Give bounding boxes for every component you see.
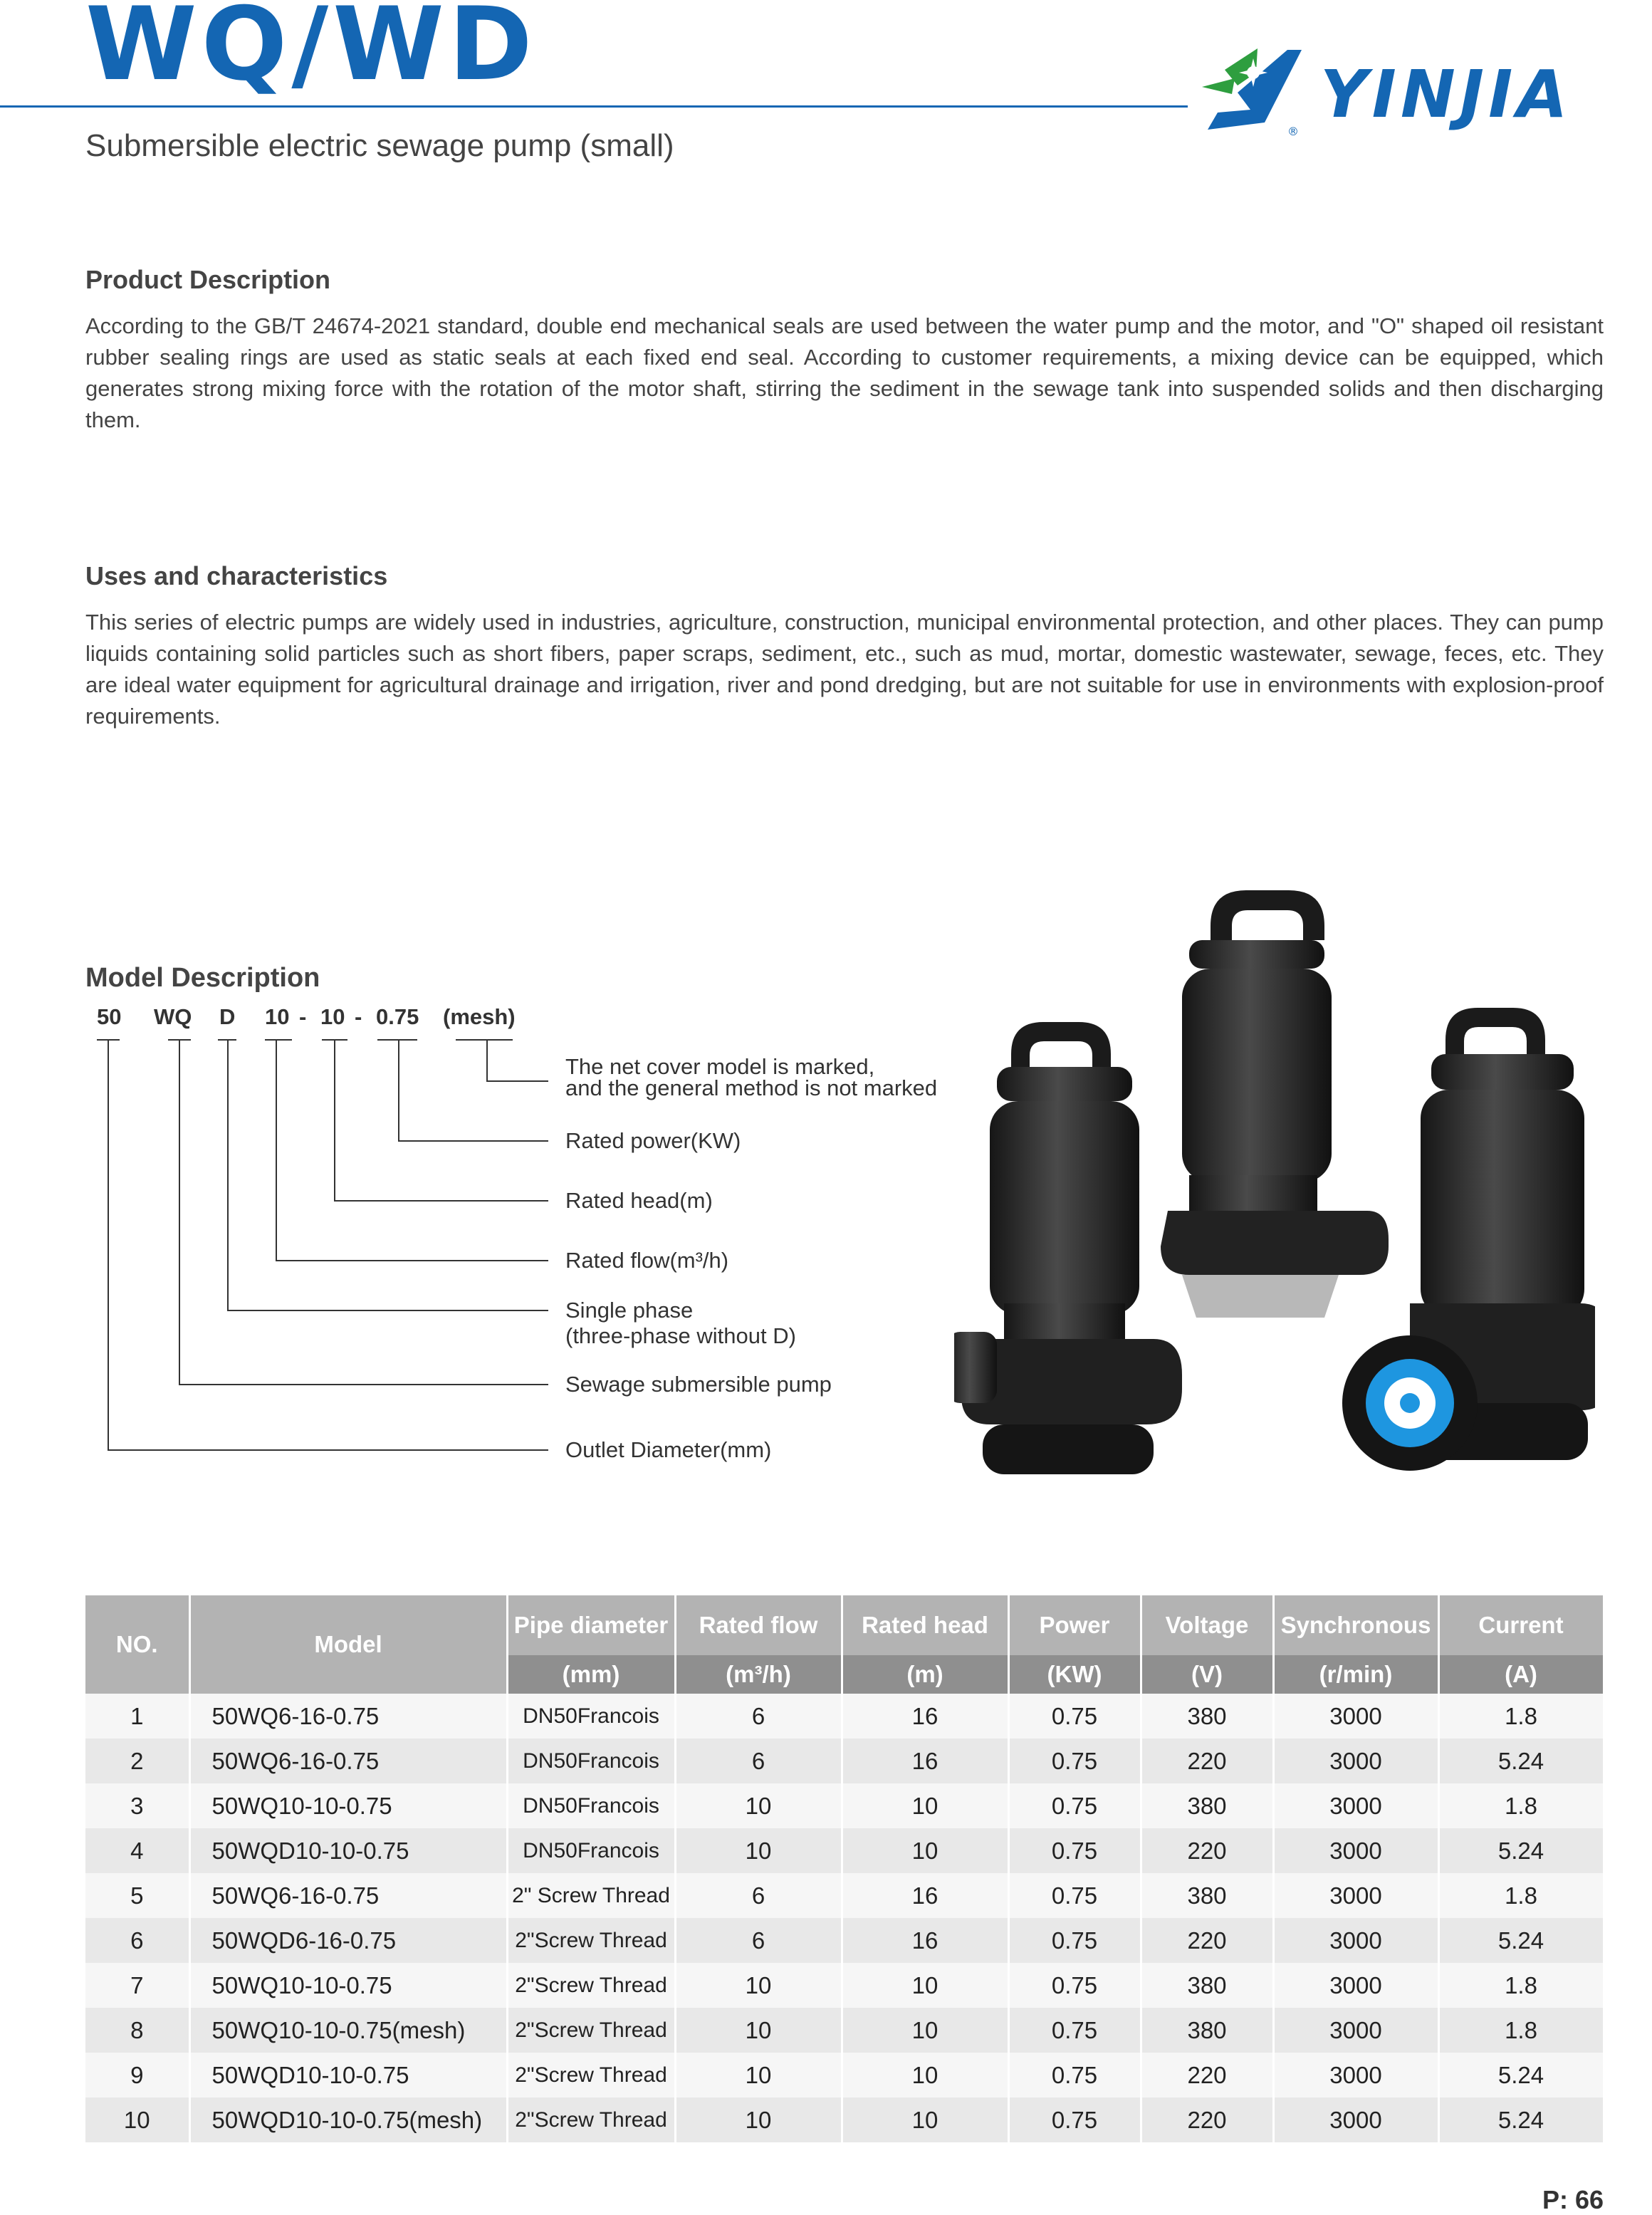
unit-power: (KW) — [1008, 1655, 1141, 1694]
row-voltage: 380 — [1141, 2008, 1273, 2053]
row-pipe: 2"Screw Thread — [507, 2008, 675, 2053]
row-power: 0.75 — [1008, 2008, 1141, 2053]
spec-table — [85, 1595, 1605, 2142]
row-voltage: 220 — [1141, 1739, 1273, 1783]
table-row — [85, 1739, 1604, 1783]
table-row — [85, 2097, 1604, 2142]
registered-mark: ® — [1287, 125, 1299, 137]
row-no: 10 — [85, 2097, 189, 2142]
row-no: 4 — [85, 1828, 189, 1873]
row-speed: 3000 — [1273, 1783, 1438, 1828]
code-dash: - — [355, 1004, 362, 1029]
row-current: 1.8 — [1438, 1873, 1604, 1918]
table-row — [85, 1694, 1604, 1739]
row-no: 8 — [85, 2008, 189, 2053]
code-flow: 10 — [265, 1004, 290, 1029]
row-speed: 3000 — [1273, 1694, 1438, 1739]
label-pump-type: Sewage submersible pump — [565, 1372, 832, 1397]
code-mesh: (mesh) — [443, 1004, 516, 1029]
row-no: 5 — [85, 1873, 189, 1918]
row-power: 0.75 — [1008, 2097, 1141, 2142]
table-row — [85, 2053, 1604, 2097]
row-head: 16 — [842, 1918, 1008, 1963]
label-phase-line2: (three-phase without D) — [565, 1323, 796, 1348]
code-dash: - — [299, 1004, 307, 1029]
unit-flow: (m³/h) — [675, 1655, 842, 1694]
label-mesh-line1: The net cover model is marked, — [565, 1054, 875, 1079]
row-flow: 10 — [675, 2097, 842, 2142]
row-flow: 10 — [675, 1828, 842, 1873]
row-power: 0.75 — [1008, 1828, 1141, 1873]
row-flow: 6 — [675, 1739, 842, 1783]
row-power: 0.75 — [1008, 2053, 1141, 2097]
row-no: 3 — [85, 1783, 189, 1828]
pump-left-icon — [954, 1022, 1182, 1474]
row-flow: 10 — [675, 1963, 842, 2008]
row-current: 1.8 — [1438, 1783, 1604, 1828]
unit-speed: (r/min) — [1273, 1655, 1438, 1694]
label-outlet-diameter: Outlet Diameter(mm) — [565, 1437, 772, 1462]
row-model: 50WQD6-16-0.75 — [189, 1918, 507, 1963]
header-no: NO. — [85, 1595, 189, 1694]
table-row — [85, 1918, 1604, 1963]
row-head: 16 — [842, 1739, 1008, 1783]
row-head: 10 — [842, 2097, 1008, 2142]
table-row — [85, 1963, 1604, 2008]
label-rated-flow: Rated flow(m³/h) — [565, 1248, 729, 1273]
row-power: 0.75 — [1008, 1694, 1141, 1739]
row-current: 5.24 — [1438, 1918, 1604, 1963]
header-pipe-diameter: Pipe diameter — [507, 1595, 675, 1655]
header-rated-flow: Rated flow — [675, 1595, 842, 1655]
row-no: 7 — [85, 1963, 189, 2008]
row-flow: 10 — [675, 2008, 842, 2053]
product-description-text: According to the GB/T 24674-2021 standard, double end mechanical seals are used between the water pump and the motor, and "O" shaped oil resistant rubber sealing rings are used as static seals at each fixed end seal. According to customer requirements, a mixing device can be equipped, which generates strong mixing force with the rotation of the motor shaft, stirring the sediment in the sewage tank into suspended solids and then discharging them. — [85, 313, 1604, 432]
row-speed: 3000 — [1273, 2053, 1438, 2097]
product-description-heading: Product Description — [85, 265, 331, 294]
row-flow: 10 — [675, 2053, 842, 2097]
row-speed: 3000 — [1273, 1963, 1438, 2008]
row-pipe: DN50Francois — [507, 1739, 675, 1783]
row-pipe: DN50Francois — [507, 1783, 675, 1828]
row-head: 16 — [842, 1873, 1008, 1918]
yinjia-logo — [1201, 44, 1606, 137]
title-rule — [0, 105, 1188, 108]
model-description-heading: Model Description — [85, 963, 320, 993]
row-pipe: 2"Screw Thread — [507, 2097, 675, 2142]
pump-product-image — [954, 876, 1595, 1503]
brand-wordmark: YINJIA — [1320, 56, 1572, 132]
row-speed: 3000 — [1273, 1739, 1438, 1783]
row-power: 0.75 — [1008, 1918, 1141, 1963]
row-voltage: 380 — [1141, 1694, 1273, 1739]
header-rated-head: Rated head — [842, 1595, 1008, 1655]
row-model: 50WQD10-10-0.75 — [189, 1828, 507, 1873]
page-subtitle: Submersible electric sewage pump (small) — [85, 128, 674, 163]
row-pipe: DN50Francois — [507, 1694, 675, 1739]
header-voltage: Voltage — [1141, 1595, 1273, 1655]
label-rated-head: Rated head(m) — [565, 1188, 713, 1213]
row-flow: 6 — [675, 1694, 842, 1739]
row-head: 10 — [842, 1783, 1008, 1828]
row-speed: 3000 — [1273, 2097, 1438, 2142]
row-model: 50WQ10-10-0.75 — [189, 1963, 507, 2008]
page-number: P: 66 — [1542, 2185, 1604, 2214]
row-speed: 3000 — [1273, 1873, 1438, 1918]
unit-pipe: (mm) — [507, 1655, 675, 1694]
row-voltage: 380 — [1141, 1963, 1273, 2008]
row-head: 10 — [842, 1828, 1008, 1873]
row-head: 16 — [842, 1694, 1008, 1739]
code-power: 0.75 — [376, 1004, 419, 1029]
row-speed: 3000 — [1273, 1828, 1438, 1873]
row-voltage: 380 — [1141, 1783, 1273, 1828]
row-model: 50WQ6-16-0.75 — [189, 1873, 507, 1918]
code-phase: D — [219, 1004, 236, 1029]
row-pipe: 2"Screw Thread — [507, 2053, 675, 2097]
row-head: 10 — [842, 1963, 1008, 2008]
row-flow: 10 — [675, 1783, 842, 1828]
row-model: 50WQ6-16-0.75 — [189, 1739, 507, 1783]
brand-emblem-icon — [1202, 48, 1302, 137]
unit-current: (A) — [1438, 1655, 1604, 1694]
row-power: 0.75 — [1008, 1963, 1141, 2008]
unit-voltage: (V) — [1141, 1655, 1273, 1694]
header-model: Model — [189, 1595, 507, 1694]
row-model: 50WQ10-10-0.75(mesh) — [189, 2008, 507, 2053]
row-current: 5.24 — [1438, 2053, 1604, 2097]
row-no: 6 — [85, 1918, 189, 1963]
row-speed: 3000 — [1273, 1918, 1438, 1963]
row-flow: 6 — [675, 1918, 842, 1963]
uses-text: This series of electric pumps are widely used in industries, agriculture, construction, municipal environmental protection, and other places. They can pump liquids containing solid particles such as short fibers, paper scraps, sediment, etc., such as mud, mortar, domestic wastewater, sewage, feces, etc. They are ideal water equipment for agricultural drainage and irrigation, river and pond dredging, but are not suitable for use in environments with explosion-proof requirements. — [85, 610, 1604, 729]
row-no: 2 — [85, 1739, 189, 1783]
row-voltage: 220 — [1141, 2097, 1273, 2142]
row-speed: 3000 — [1273, 2008, 1438, 2053]
code-type: WQ — [154, 1004, 192, 1029]
row-current: 5.24 — [1438, 2097, 1604, 2142]
row-pipe: 2"Screw Thread — [507, 1963, 675, 2008]
row-head: 10 — [842, 2008, 1008, 2053]
row-pipe: 2"Screw Thread — [507, 1918, 675, 1963]
series-title: WQ/WD — [85, 0, 537, 103]
row-voltage: 220 — [1141, 1828, 1273, 1873]
header-synchronous: Synchronous — [1273, 1595, 1438, 1655]
row-flow: 6 — [675, 1873, 842, 1918]
row-pipe: 2" Screw Thread — [507, 1873, 675, 1918]
row-voltage: 220 — [1141, 1918, 1273, 1963]
row-current: 5.24 — [1438, 1828, 1604, 1873]
table-row — [85, 1783, 1604, 1828]
row-current: 1.8 — [1438, 1694, 1604, 1739]
header-current: Current — [1438, 1595, 1604, 1655]
header-power: Power — [1008, 1595, 1141, 1655]
row-model: 50WQ10-10-0.75 — [189, 1783, 507, 1828]
row-current: 5.24 — [1438, 1739, 1604, 1783]
row-no: 1 — [85, 1694, 189, 1739]
row-voltage: 220 — [1141, 2053, 1273, 2097]
table-row — [85, 2008, 1604, 2053]
table-row — [85, 1873, 1604, 1918]
row-model: 50WQD10-10-0.75 — [189, 2053, 507, 2097]
row-pipe: DN50Francois — [507, 1828, 675, 1873]
row-model: 50WQ6-16-0.75 — [189, 1694, 507, 1739]
uses-heading: Uses and characteristics — [85, 561, 388, 590]
row-power: 0.75 — [1008, 1739, 1141, 1783]
row-power: 0.75 — [1008, 1873, 1141, 1918]
code-outlet: 50 — [97, 1004, 122, 1029]
row-head: 10 — [842, 2053, 1008, 2097]
unit-head: (m) — [842, 1655, 1008, 1694]
row-model: 50WQD10-10-0.75(mesh) — [189, 2097, 507, 2142]
row-current: 1.8 — [1438, 2008, 1604, 2053]
label-phase-line1: Single phase — [565, 1298, 694, 1323]
label-mesh-line2: and the general method is not marked — [565, 1075, 938, 1100]
row-current: 1.8 — [1438, 1963, 1604, 2008]
row-power: 0.75 — [1008, 1783, 1141, 1828]
row-no: 9 — [85, 2053, 189, 2097]
row-voltage: 380 — [1141, 1873, 1273, 1918]
table-row — [85, 1828, 1604, 1873]
label-rated-power: Rated power(KW) — [565, 1128, 741, 1153]
code-head: 10 — [320, 1004, 345, 1029]
